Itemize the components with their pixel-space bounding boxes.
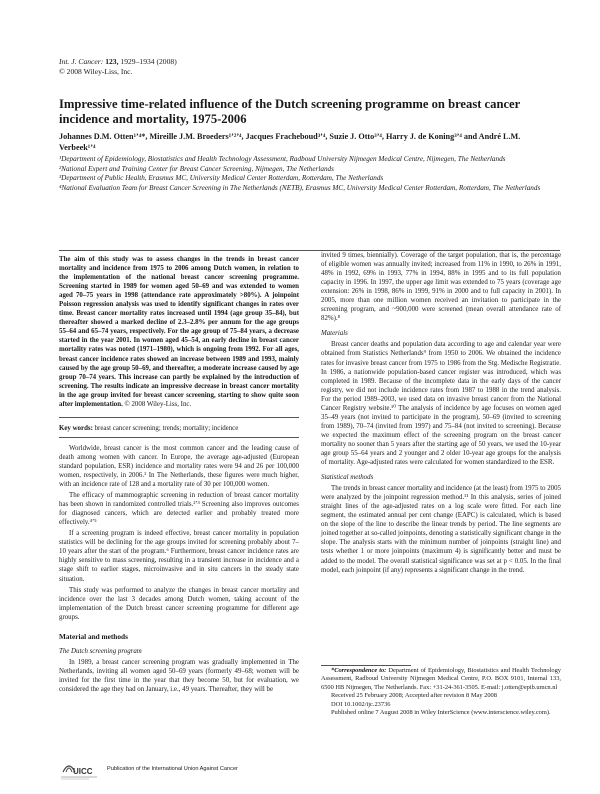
keywords-text: breast cancer screening; trends; mortality; incidence: [94, 424, 239, 432]
page-footer: [59, 758, 359, 784]
left-column: [59, 255, 299, 696]
intro-paragraph-2: The efficacy of mammographic screening in reduction of breast cancer mortality has been shown in randomized controlled trials.²ʼ³ Screening also improves outcomes for diagnosed cancers, which are detected earlier and probably treated more effectively.⁴ʼ⁵: [59, 492, 299, 527]
article-title: Impressive time-related influence of the Dutch screening programme on breast cancer incidence and mortality, 1975-2006: [59, 97, 520, 126]
introduction: [59, 444, 299, 622]
journal-header: [59, 57, 177, 77]
abstract-copyright: © 2008 Wiley-Liss, Inc.: [124, 400, 192, 408]
right-column: [321, 251, 561, 577]
journal-volume: 123,: [105, 57, 119, 66]
correspondence-text: Department of Epidemiology, Biostatistics and Health Technology Assessment, Radboud University Nijmegen Medical Centre, P.O. BOX 9101, Internal 133, 6500 HB Nijmegen, The Netherlands. Fax: +31-24-361-3505. E-mail: j.otten@epib.umcn.nl: [321, 667, 561, 691]
correspondence-footnote: [321, 667, 561, 717]
abstract: [59, 255, 299, 409]
logo-text: UICC: [73, 767, 93, 776]
section-heading-methods: Material and methods: [59, 631, 128, 641]
doi: DOI 10.1002/ijc.23736: [331, 700, 391, 708]
subsection-heading-statistics: Statistical methods: [321, 474, 374, 482]
journal-pages: 1929–1934 (2008): [120, 57, 177, 66]
screening-paragraph: In 1989, a breast cancer screening program was gradually implemented in The Netherlands, inviting all women aged 50–69 years (formerly 49–68; women will be invited for the first time in the year that they become 50, but for evaluation, we considered the age they had on January, i.e., 49 years. Thereafter, they will be: [59, 658, 299, 693]
intro-paragraph-3: If a screening program is indeed effective, breast cancer mortality in population statistics will be declining for the age groups invited for screening probably about 7–10 years after the start of the program.⁶ Furthermore, breast cancer incidence rates are highly sensitive to mass screening, resulting in a transient increase in incidence and a stage shift to earlier stages, microinvasive and in situ cancers in the steady state situation.: [59, 530, 299, 583]
keywords: [59, 424, 299, 433]
keywords-label: Key words:: [59, 424, 93, 432]
intro-paragraph-4: This study was performed to analyze the changes in breast cancer mortality and incidence over the last 3 decades among Dutch women, taking account of the implementation of the Dutch breast cancer screening programme for different age groups.: [59, 586, 299, 621]
affiliations: [59, 155, 549, 194]
intro-paragraph-1: Worldwide, breast cancer is the most common cancer and the leading cause of death among women with cancer. In Europe, the average age-adjusted (European standard population, ESR) incidence and mortality rates were 94 and 26 per 100,000 women, respectively, in 2006.¹ In The Netherlands, these figures were much higher, with an incidence rate of 128 and a mortality rate of 30 per 100,000 women.: [59, 444, 299, 489]
received-dates: Received 25 February 2008; Accepted after revision 8 May 2008: [331, 692, 497, 700]
footnote-divider: [321, 665, 411, 666]
footer-text: Publication of the International Union Against Cancer: [107, 766, 238, 772]
uicc-logo-icon: [59, 758, 99, 782]
keywords-divider-bottom: [59, 437, 299, 438]
affiliation-3: ³Department of Public Health, Erasmus MC, University Medical Center Rotterdam, Rotterdam, The Netherlands: [59, 174, 384, 183]
abstract-text: The aim of this study was to assess changes in the trends in breast cancer mortality and incidence from 1975 to 2006 among Dutch women, in relation to the implementation of the national breast cancer screening programme. Screening started in 1989 for women aged 50–69 and was extended to women aged 70–75 years in 1998 (attendance rate approximately >80%). A joinpoint Poisson regression analysis was used to identify significant changes in rates over time. Breast cancer mortality rates increased until 1994 (age group 35–84), but thereafter showed a marked decline of 2.3–2.8% per annum for the age groups 55–64 and 65–74 years, respectively. For the age group of 75–84 years, a decrease started in the year 2001. In women aged 45–54, an early decline in breast cancer mortality rates was noted (1971–1980), which is ongoing from 1992. For all ages, breast cancer incidence rates showed an increase between 1989 and 1993, mainly caused by the age group 50–69, and thereafter, a moderate increase caused by age group 70–74 years. This increase can partly be explained by the introduction of screening. The results indicate an impressive decrease in breast cancer mortality in the age group invited for breast cancer screening, starting to show quite soon after implementation.: [59, 256, 299, 408]
affiliation-1: ¹Department of Epidemiology, Biostatistics and Health Technology Assessment, Radboud University Nijmegen Medical Centre, Nijmegen, The Netherlands: [59, 155, 506, 163]
affiliation-4: ⁴National Evaluation Team for Breast Cancer Screening in The Netherlands (NETB), Erasmus MC, University Medical Center Rotterdam, Rotterdam, The Netherlands: [59, 184, 541, 193]
affiliation-2: ²National Expert and Training Center for Breast Cancer Screening, Nijmegen, The Netherlands: [59, 164, 334, 173]
statistics-paragraph: The trends in breast cancer mortality and incidence (at the least) from 1975 to 2005 were analyzed by the joinpoint regression method.¹¹ In this analysis, series of joined straight lines of the age-adjusted rates on a log scale were fitted. For each line segment, the estimated annual per cent change (EAPC) is calculated, which is based on the slope of the line to describe the linear trends by period. The line segments are joined together at so-called joinpoints, denoting a statistically significant change in the slope. The analysis starts with the minimum number of joinpoints (straight line) and tests whether 1 or more joinpoints (maximum 4) is significantly better and must be added to the model. The overall statistical significance was set at p < 0.05. In the final model, each joinpoint (if any) represents a significant change in the trend.: [321, 485, 561, 574]
correspondence-label: *Correspondence to:: [331, 667, 387, 674]
journal-copyright: © 2008 Wiley-Liss, Inc.: [59, 67, 133, 76]
subsection-heading-materials: Materials: [321, 330, 348, 338]
keywords-divider-top: [59, 417, 299, 418]
materials-paragraph: Breast cancer deaths and population data according to age and calendar year were obtained from Statistics Netherlands⁹ from 1950 to 2006. We obtained the incidence rates for invasive breast cancer from 1975 to 1986 from the Stg. Medische Registratie. In 1986, a nationwide population-based cancer register was introduced, which was completed in 1989. Because of the incomplete data in the early days of the cancer registry, we did not include incidence rates from 1987 to 1988 in the trend analysis. For the period 1989–2003, we used data on invasive breast cancer from the National Cancer Registry website.¹⁰ The analysis of incidence by age focuses on women aged 35–49 years (not invited to participate in the program), 50–69 (invited to screening from 1989), 70–74 (invited from 1997) and 75–84 (not invited to screening). Because we expected the maximum effect of the screening program on the breast cancer mortality no sooner than 5 years after the starting age of 50 years, we used the 10-year age group 55–64 years and 2 younger and 2 older 10-year age groups for the analysis of mortality. Age-adjusted rates were calculated for women standardized to the ESR.: [321, 341, 561, 467]
author-list: Johannes D.M. Otten¹ʼ⁴*, Mireille J.M. Broeders¹ʼ²ʼ⁴, Jacques Fracheboud³ʼ⁴, Suzie J. Otto³ʼ⁴, Harry J. de Koning³ʼ⁴ and André L.M. Verbeek¹ʼ⁴: [59, 132, 521, 152]
subsection-heading-screening: The Dutch screening program: [59, 647, 142, 655]
journal-name: Int. J. Cancer:: [59, 57, 104, 66]
published-online: Published online 7 August 2008 in Wiley InterScience (www.interscience.wiley.com).: [331, 709, 551, 717]
screening-paragraph-continued: invited 9 times, biennially). Coverage of the target population, that is, the percentage of eligible women was annually invited; increased from 11% in 1990, to 26% in 1991, 48% in 1992, 69% in 1993, 77% in 1994, 88% in 1995 and to its full population capacity in 1996. In 1997, the upper age limit was extended to 75 years (coverage age extension: 26% in 1998, 86% in 1999, 91% in 2000 and to full capacity in 2001). In 2005, more than one million women received an invitation to participate in the screening program, and ~900,000 were screened (mean overall attendance rate of 82%).⁸: [321, 252, 561, 323]
